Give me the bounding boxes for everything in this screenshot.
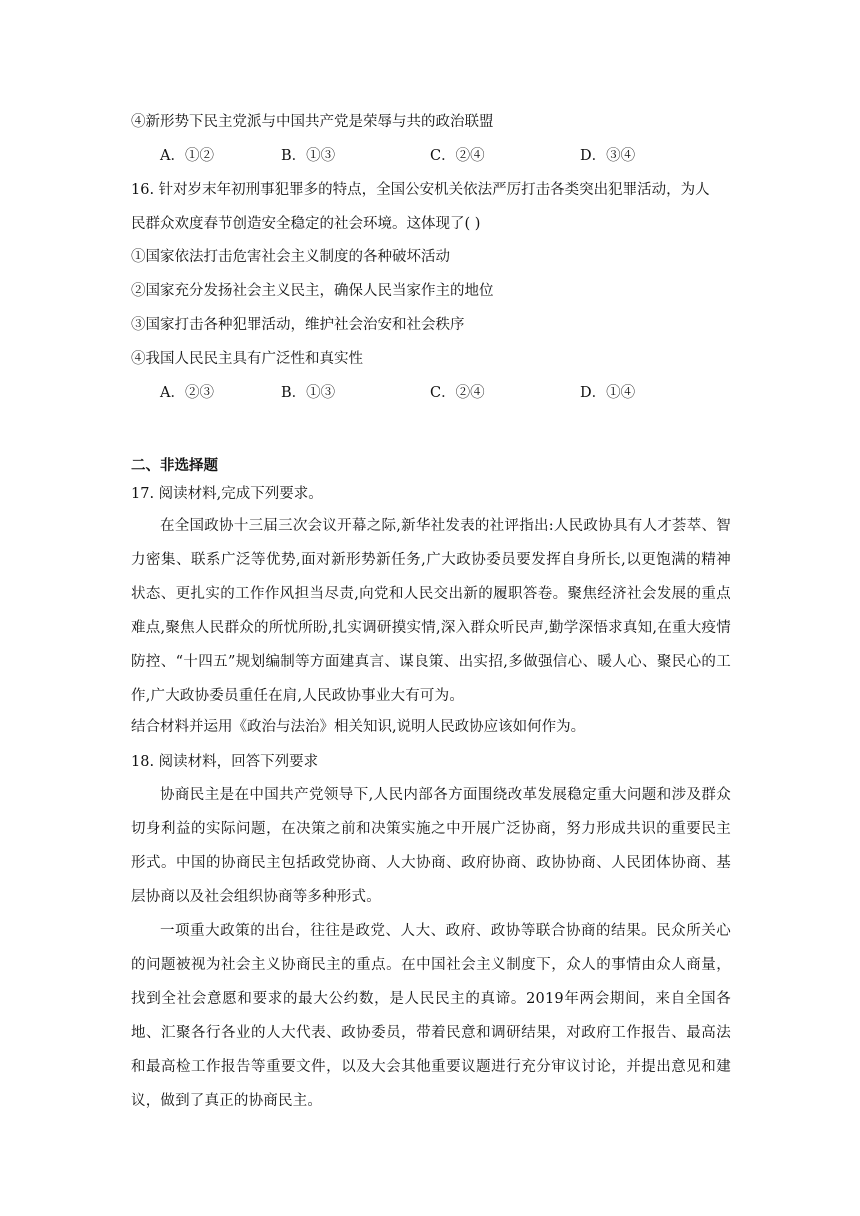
q15-option-c: C．②④ xyxy=(430,148,485,164)
q15-option-b: B．①③ xyxy=(281,148,336,164)
q18-stem: 18. 阅读材料，回答下列要求 xyxy=(131,754,319,770)
q16-item-1: ①国家依法打击危害社会主义制度的各种破坏活动 xyxy=(131,249,450,265)
q16-item-4: ④我国人民民主具有广泛性和真实性 xyxy=(131,351,363,367)
q18-paragraph-1: 协商民主是在中国共产党领导下,人民内部各方面围绕改革发展稳定重大问题和涉及群众切身利益的实际问题，在决策之前和决策实施之中开展广泛协商，努力形成共识的重要民主形式。中国的协商民主包括政党协商、人大协商、政府协商、政协协商、人民团体协商、基层协商以及社会组织协商等多种形式。 xyxy=(131,787,731,905)
q16-option-b: B．①③ xyxy=(281,385,336,401)
q17-stem: 17. 阅读材料,完成下列要求。 xyxy=(131,486,323,502)
q16-option-d: D．①④ xyxy=(580,385,636,401)
section-2-heading: 二、非选择题 xyxy=(131,458,218,474)
q16-stem-line-1: 16. 针对岁末年初刑事犯罪多的特点，全国公安机关依法严厉打击各类突出犯罪活动，为人 xyxy=(131,182,710,198)
q18-paragraph-2: 一项重大政策的出台，往往是政党、人大、政府、政协等联合协商的结果。民众所关心的问题被视为社会主义协商民主的重点。在中国社会主义制度下，众人的事情由众人商量，找到全社会意愿和要求的最大公约数，是人民民主的真谛。2019年两会期间，来自全国各地、汇聚各行各业的人大代表、政协委员，带着民意和调研结果，对政府工作报告、最高法和最高检工作报告等重要文件，以及大会其他重要议题进行充分审议讨论，并提出意见和建议，做到了真正的协商民主。 xyxy=(131,923,731,1109)
q16-option-c: C．②④ xyxy=(430,385,485,401)
q16-stem-line-2: 民群众欢度春节创造安全稳定的社会环境。这体现了( ) xyxy=(131,216,481,232)
q17-material: 在全国政协十三届三次会议开幕之际,新华社发表的社评指出:人民政协具有人才荟萃、智力密集、联系广泛等优势,面对新形势新任务,广大政协委员要发挥自身所长,以更饱满的精神状态、更扎实的工作作风担当尽责,向党和人民交出新的履职答卷。聚焦经济社会发展的重点难点,聚焦人民群众的所忧所盼,扎实调研摸实情,深入群众听民声,勤学深悟求真知,在重大疫情防控、“十四五”规划编制等方面建真言、谋良策、出实招,多做强信心、暖人心、聚民心的工作,广大政协委员重任在肩,人民政协事业大有可为。 xyxy=(131,518,731,704)
q16-item-2: ②国家充分发扬社会主义民主，确保人民当家作主的地位 xyxy=(131,283,494,299)
q16-item-3: ③国家打击各种犯罪活动，维护社会治安和社会秩序 xyxy=(131,317,465,333)
q17-question: 结合材料并运用《政治与法治》相关知识,说明人民政协应该如何作为。 xyxy=(131,719,586,735)
q16-option-a: A．②③ xyxy=(160,385,214,401)
q15-option-a: A．①② xyxy=(160,148,214,164)
q15-option-d: D．③④ xyxy=(580,148,636,164)
q15-item-4: ④新形势下民主党派与中国共产党是荣辱与共的政治联盟 xyxy=(131,114,494,130)
